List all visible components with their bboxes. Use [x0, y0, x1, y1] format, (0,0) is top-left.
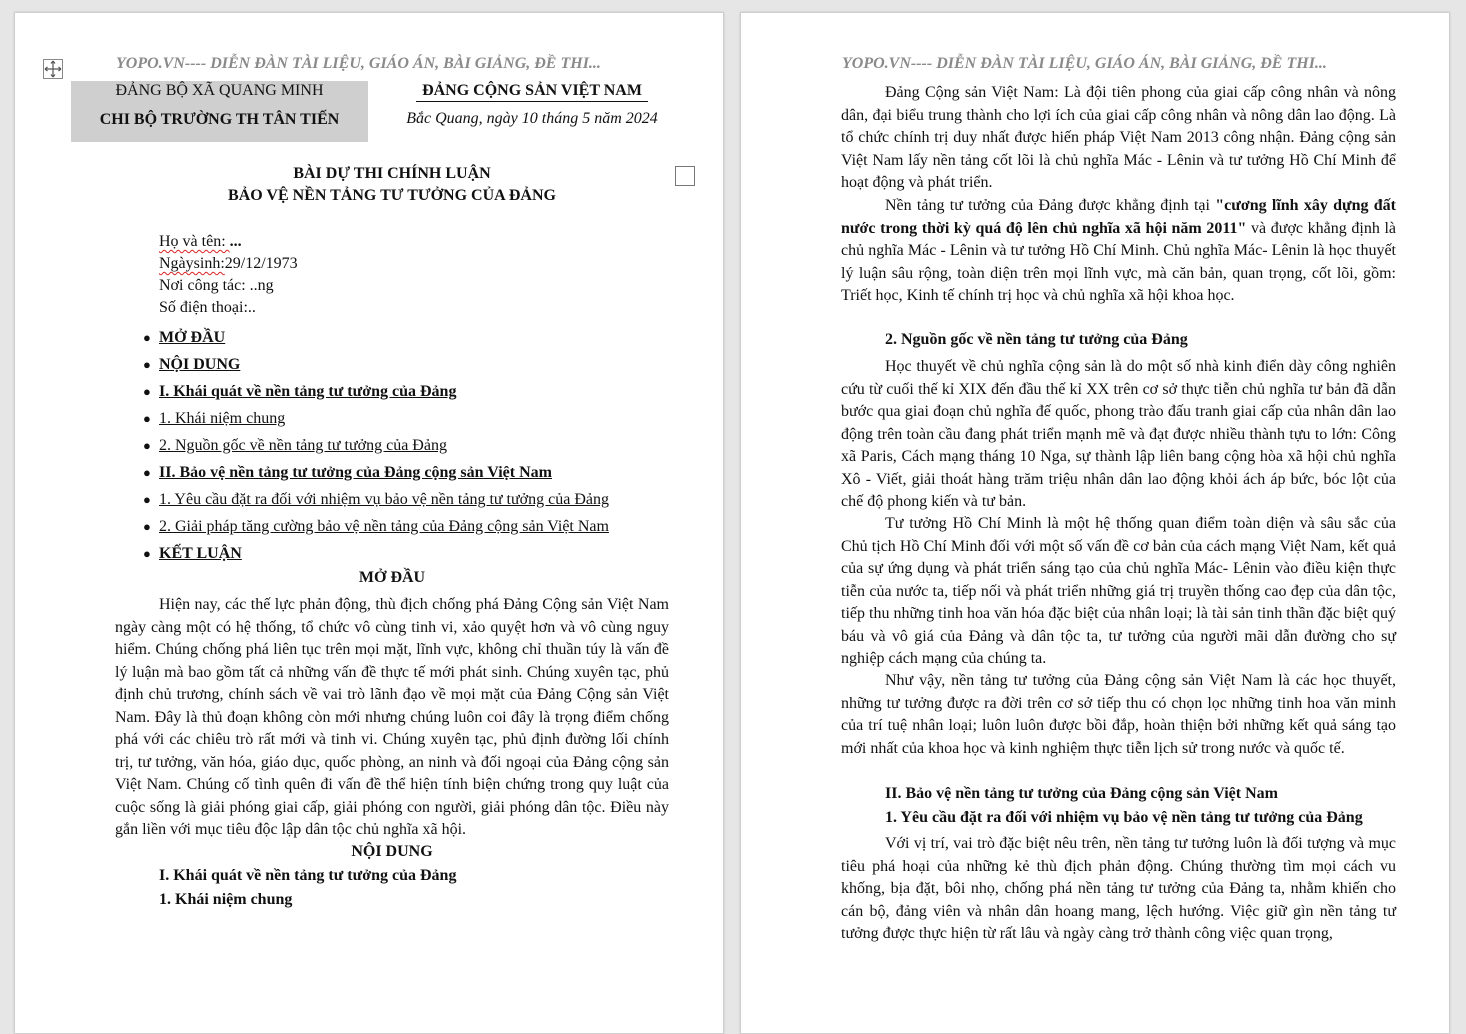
name-line	[159, 231, 298, 253]
bullet-icon: ●	[143, 465, 151, 480]
phone-line: Số điện thoại:..	[159, 299, 256, 316]
party-header	[387, 81, 677, 128]
author-info	[159, 231, 298, 319]
page-header-watermark: YOPO.VN---- DIỄN ĐÀN TÀI LIỆU, GIÁO ÁN, BÀI GIẢNG, ĐỀ THI...	[116, 55, 601, 72]
toc-item[interactable]: ● NỘI DUNG	[141, 351, 681, 378]
toc-item[interactable]: ● II. Bảo vệ nền tảng tư tưởng của Đảng cộng sản Việt Nam	[141, 459, 681, 486]
workplace-line: Nơi công tác: ..ng	[159, 277, 274, 294]
toc-item[interactable]: ● KẾT LUẬN	[141, 540, 681, 567]
toc-item[interactable]: ● 1. Yêu cầu đặt ra đối với nhiệm vụ bảo vệ nền tảng tư tưởng của Đảng	[141, 486, 681, 513]
bullet-icon: ●	[143, 357, 151, 372]
org-name-line1: ĐẢNG BỘ XÃ QUANG MINH	[115, 82, 324, 99]
name-label: Họ và tên:	[159, 233, 230, 250]
paragraph: Đảng Cộng sản Việt Nam: Là đội tiên phong của giai cấp công nhân và nông dân, đại biểu trung thành cho lợi ích của giai cấp công nhân và nông dân lao động. Là tổ chức chính trị duy nhất được hiến pháp Việt Nam 2013 công nhận. Đảng cộng sản Việt Nam lấy nền tảng cốt lõi là chủ nghĩa Mác - Lênin và tư tưởng Hồ Chí Minh để hoạt động và phát triển.	[841, 84, 1396, 191]
paragraph: Với vị trí, vai trò đặc biệt nêu trên, nền tảng tư tưởng luôn là đối tượng và mục tiêu phá hoại của những kẻ thù địch phản động. Chúng thường tìm mọi cách vu khống, bịa đặt, bôi nhọ, chống phá nền tảng tư tưởng của Đảng ta, nhằm khiến cho cán bộ, đảng viên và nhân dân hoang mang, lệch hướng. Việc giữ gìn nền tảng tư tưởng được thực hiện từ rất lâu và ngày càng trở thành công việc quan trọng,	[841, 835, 1396, 942]
dob-value: 29/12/1973	[224, 255, 298, 272]
bold-quote: "cương lĩnh xây dựng đất nước trong thời kỳ quá độ lên chủ nghĩa xã hội năm 2011"	[841, 197, 1397, 237]
bullet-icon: ●	[143, 330, 151, 345]
bullet-icon: ●	[143, 438, 151, 453]
paragraph: Nền tảng tư tưởng của Đảng được khẳng định tại "cương lĩnh xây dựng đất nước trong thời kỳ quá độ lên chủ nghĩa xã hội năm 2011" và được khẳng định là chủ nghĩa Mác - Lênin và tư tưởng Hồ Chí Minh. Chủ nghĩa Mác- Lênin là học thuyết lý luận sâu rộng, toàn diện trên mọi lĩnh vực, mà căn bản, quan trọng, cốt lõi, gồm: Triết học, Kinh tế chính trị học và chủ nghĩa xã hội khoa học.	[841, 197, 1397, 304]
heading-section-1: I. Khái quát về nền tảng tư tưởng của Đảng	[159, 867, 457, 884]
org-name-line2: CHI BỘ TRƯỜNG TH TÂN TIẾN	[99, 111, 340, 128]
heading-subsection-2-1: 1. Yêu cầu đặt ra đối với nhiệm vụ bảo vệ nền tảng tư tưởng của Đảng	[885, 809, 1363, 826]
dob-line	[159, 253, 298, 275]
toc-item[interactable]: ● 2. Nguồn gốc về nền tảng tư tưởng của Đảng	[141, 432, 681, 459]
paragraph: Như vậy, nền tảng tư tưởng của Đảng cộng sản Việt Nam là các học thuyết, những tư tưởng được ra đời trên cơ sở tiếp thu có chọn lọc những tinh hoa văn minh của trí tuệ nhân loại; luôn luôn được bồi đắp, hoàn thiện bởi những kết quả sáng tạo mới nhất của khoa học và kinh nghiệm thực tiễn lịch sử trong nước và quốc tế.	[841, 672, 1396, 757]
bullet-icon: ●	[143, 384, 151, 399]
toc-item[interactable]: ● 1. Khái niệm chung	[141, 405, 681, 432]
paragraph: Học thuyết về chủ nghĩa cộng sản là do một số nhà kinh điển dày công nghiên cứu từ cuối thế kỉ XIX đến đầu thế kỉ XX trên cơ sở thực tiễn chủ nghĩa tư bản đã dẫn bước qua giai đoạn chủ nghĩa đế quốc, phong trào đấu tranh giai cấp của nhân dân lao động trên toàn cầu đang phát triển mạnh mẽ và đạt được nhiều thành tựu to lớn: Công xã Paris, Cách mạng tháng 10 Nga, sự thành lập liên bang cộng hòa xã hội chủ nghĩa Xô - Viết, giải thoát hàng trăm triệu nhân dân lao động khỏi ách áp bức, bóc lột của chế độ phong kiến và tư bản.	[841, 358, 1396, 510]
paragraph: Tư tưởng Hồ Chí Minh là một hệ thống quan điểm toàn diện và sâu sắc của Chủ tịch Hồ Chí Minh đối với một số vấn đề cơ bản của cách mạng Việt Nam, kết quả của sự ứng dụng và phát triển sáng tạo của chủ nghĩa Mác- Lênin vào điều kiện thực tiễn của nước ta, tiếp nối và phát triển những giá trị truyền thống cao đẹp của dân tộc, tiếp thu những tinh hoa văn hóa đặc biệt của nhân loại; là tài sản tinh thần đặc biệt quý báu và vô giá của Đảng và dân tộc ta, tư tưởng của người mãi dẫn đường cho sự nghiệp cách mạng của chúng ta.	[841, 515, 1396, 667]
document-page-1	[14, 12, 724, 1034]
paragraph-mo-dau: Hiện nay, các thế lực phản động, thù địch chống phá Đảng Cộng sản Việt Nam ngày càng một có hệ thống, tổ chức vô cùng tinh vi, xảo quyệt hơn và vô cùng nguy hiểm. Chúng chống phá liên tục trên mọi mặt, lĩnh vực, không chỉ thuần túy là vấn đề lý luận mà bao gồm tất cả những vấn đề thực tế mới phát sinh. Chúng xuyên tạc, phủ định chủ trương, chính sách về vai trò lãnh đạo về mọi mặt của Đảng Cộng sản Việt Nam. Đây là thủ đoạn không còn mới nhưng chúng luôn coi đây là trọng điểm chống phá với các chiêu trò rất mới và tinh vi. Chúng xuyên tạc, phủ định đường lối chính trị, tư tưởng, văn hóa, giáo dục, quốc phòng, an ninh và đối ngoại của Đảng cộng sản Việt Nam. Chúng cố tình quên đi vấn đề thể hiện tính biện chứng trong quy luật của cuộc sống là giải phóng giai cấp, giải phóng con người, giải phóng dân tộc. Điều này gắn liền với mục tiêu độc lập dân tộc chủ nghĩa xã hội.	[115, 596, 669, 838]
org-header-box	[71, 81, 368, 142]
heading-subsection-2: 2. Nguồn gốc về nền tảng tư tưởng của Đảng	[885, 331, 1188, 348]
content-control-checkbox[interactable]	[675, 166, 695, 186]
bullet-icon: ●	[143, 411, 151, 426]
dob-label: Ngàysinh:	[159, 255, 225, 272]
heading-subsection-1: 1. Khái niệm chung	[159, 891, 293, 908]
heading-mo-dau: MỞ ĐẦU	[358, 569, 426, 586]
title-line2: BẢO VỆ NỀN TẢNG TƯ TƯỞNG CỦA ĐẢNG	[228, 187, 556, 204]
bullet-icon: ●	[143, 519, 151, 534]
toc-item[interactable]: ● MỞ ĐẦU	[141, 324, 681, 351]
document-page-2	[740, 12, 1450, 1034]
bullet-icon: ●	[143, 492, 151, 507]
party-name: ĐẢNG CỘNG SẢN VIỆT NAM	[416, 82, 648, 102]
table-of-contents	[141, 324, 681, 567]
bullet-icon: ●	[143, 546, 151, 561]
heading-section-2: II. Bảo vệ nền tảng tư tưởng của Đảng cộng sản Việt Nam	[885, 785, 1278, 802]
table-move-handle-icon[interactable]	[43, 59, 63, 79]
document-date: Bắc Quang, ngày 10 tháng 5 năm 2024	[406, 110, 658, 127]
name-value: ...	[229, 233, 242, 250]
document-title	[115, 163, 669, 207]
page-header-watermark: YOPO.VN---- DIỄN ĐÀN TÀI LIỆU, GIÁO ÁN, BÀI GIẢNG, ĐỀ THI...	[842, 55, 1327, 72]
toc-item[interactable]: ● I. Khái quát về nền tảng tư tưởng của Đảng	[141, 378, 681, 405]
toc-item[interactable]: ● 2. Giải pháp tăng cường bảo vệ nền tảng của Đảng cộng sản Việt Nam	[141, 513, 681, 540]
heading-noi-dung: NỘI DUNG	[351, 843, 433, 860]
title-line1: BÀI DỰ THI CHÍNH LUẬN	[293, 165, 491, 182]
